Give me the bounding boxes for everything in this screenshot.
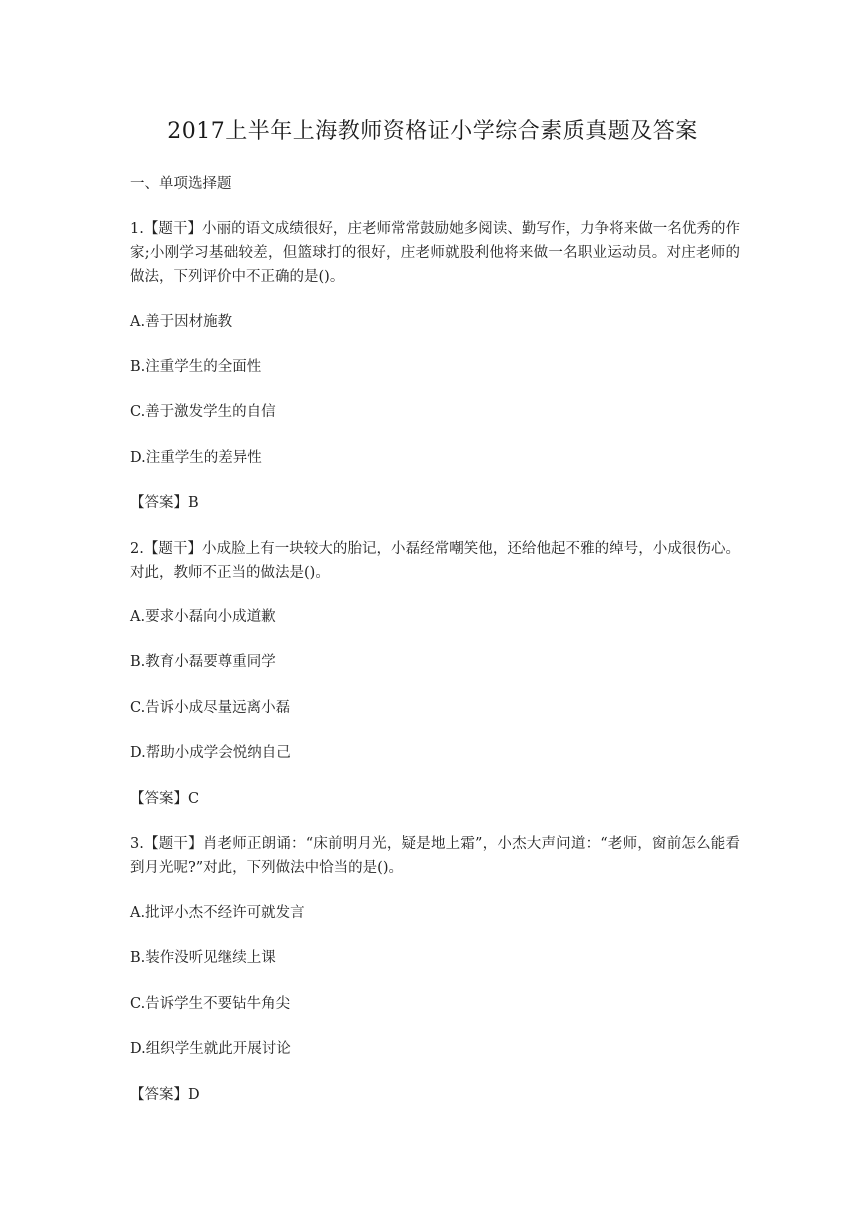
question-stem: 2.【题干】小成脸上有一块较大的胎记，小磊经常嘲笑他，还给他起不雅的绰号，小成很伤心。对此，教师不正当的做法是()。: [130, 541, 740, 581]
answer: 【答案】C: [130, 791, 200, 807]
option-a: A.批评小杰不经许可就发言: [130, 905, 305, 921]
option-b: B.教育小磊要尊重同学: [130, 654, 276, 670]
question-stem: 1.【题干】小丽的语文成绩很好，庄老师常常鼓励她多阅读、勤写作，力争将来做一名优秀的作家;小刚学习基础较差，但篮球打的很好，庄老师就股利他将来做一名职业运动员。对庄老师的做法，下列评价中不正确的是()。: [130, 221, 740, 285]
option-d: D.注重学生的差异性: [130, 450, 262, 466]
answer: 【答案】D: [130, 1087, 200, 1103]
answer: 【答案】B: [130, 495, 199, 511]
option-a: A.善于因材施教: [130, 314, 233, 330]
option-d: D.帮助小成学会悦纳自己: [130, 745, 291, 761]
option-b: B.装作没听见继续上课: [130, 950, 276, 966]
option-b: B.注重学生的全面性: [130, 359, 262, 375]
option-c: C.善于激发学生的自信: [130, 404, 276, 420]
option-d: D.组织学生就此开展讨论: [130, 1041, 291, 1057]
document-title: 2017上半年上海教师资格证小学综合素质真题及答案: [167, 119, 698, 144]
section-heading: 一、单项选择题: [130, 176, 232, 192]
option-c: C.告诉学生不要钻牛角尖: [130, 996, 291, 1012]
option-a: A.要求小磊向小成道歉: [130, 609, 276, 625]
option-c: C.告诉小成尽量远离小磊: [130, 700, 291, 716]
question-stem: 3.【题干】肖老师正朗诵：“床前明月光，疑是地上霜”，小杰大声问道：“老师，窗前怎么能看到月光呢?”对此，下列做法中恰当的是()。: [130, 836, 740, 876]
